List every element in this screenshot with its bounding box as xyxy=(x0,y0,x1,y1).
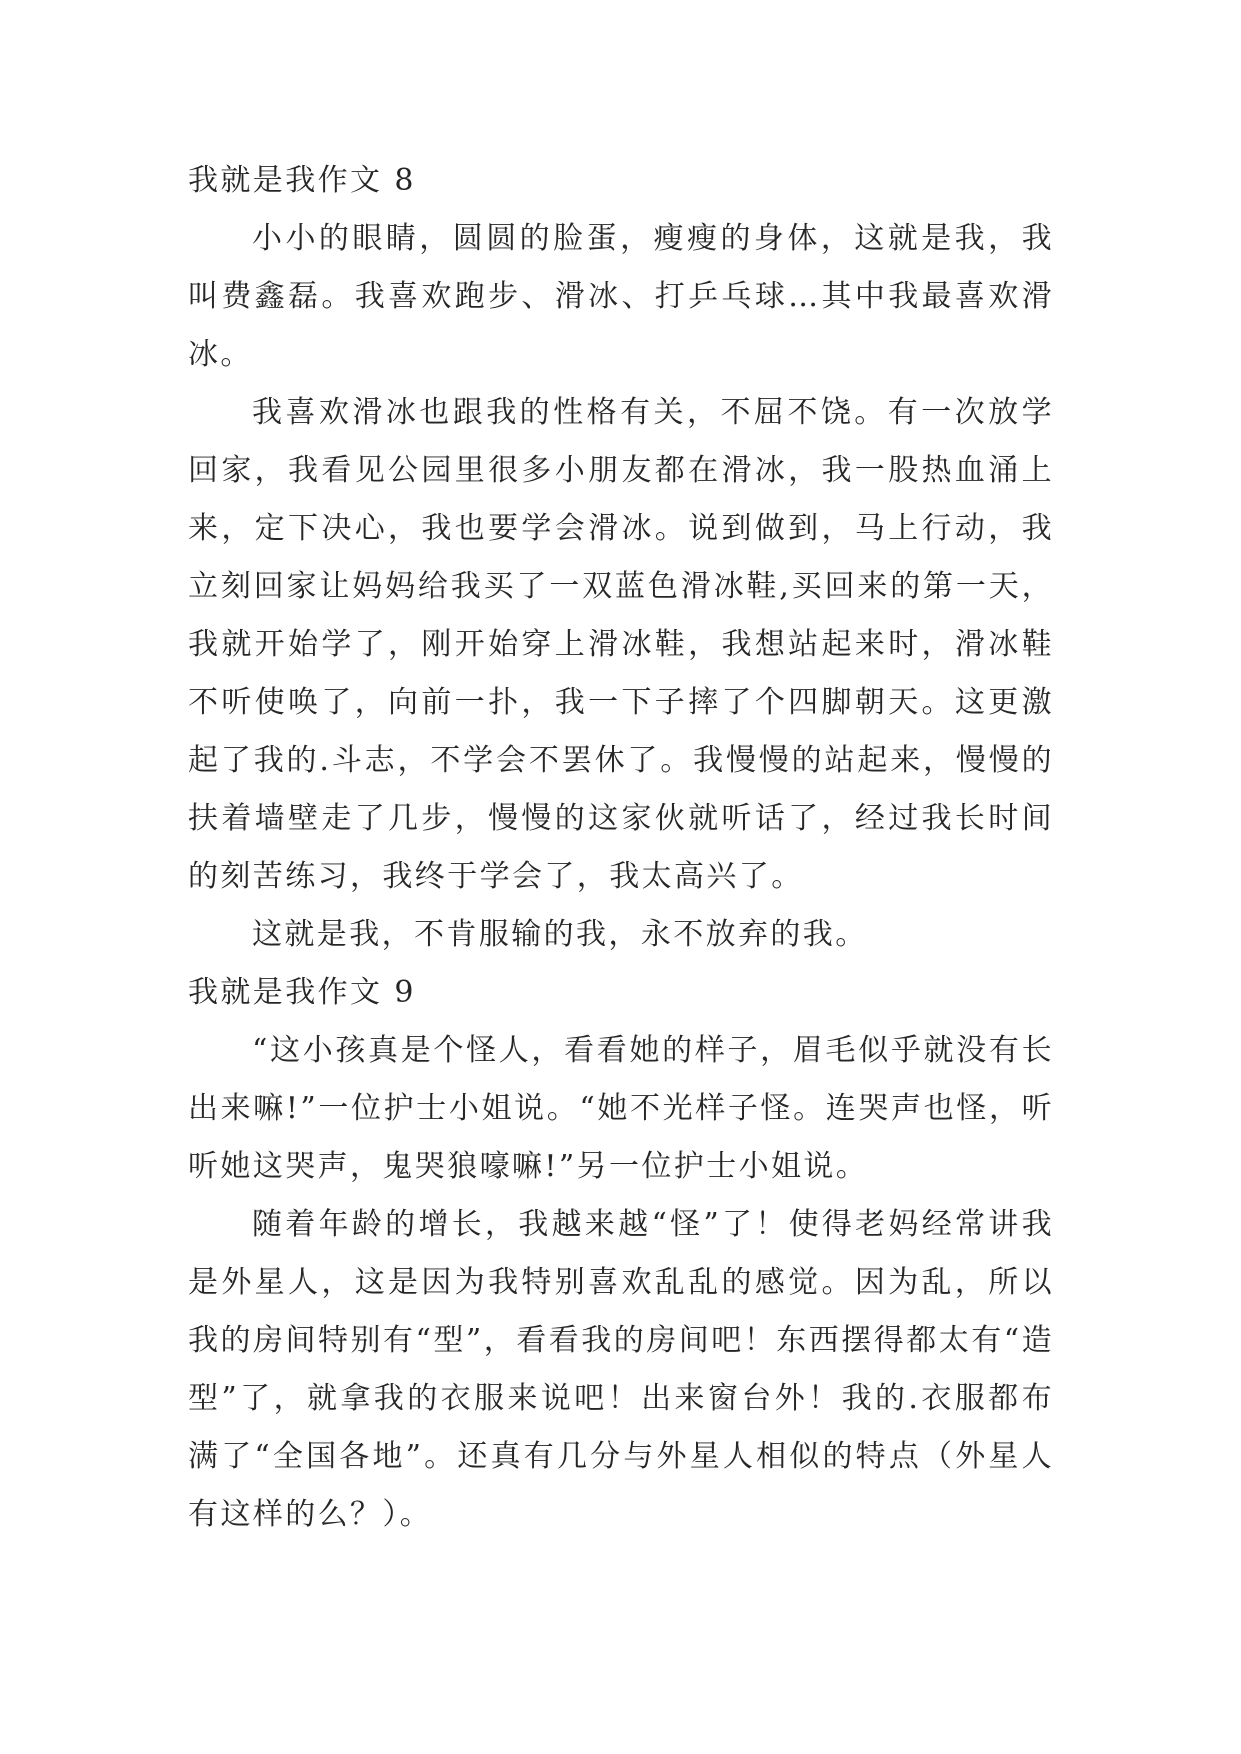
paragraph: 我喜欢滑冰也跟我的性格有关，不屈不饶。有一次放学回家，我看见公园里很多小朋友都在滑冰，我一股热血涌上来，定下决心，我也要学会滑冰。说到做到，马上行动，我立刻回家让妈妈给我买了一双蓝色滑冰鞋,买回来的第一天，我就开始学了，刚开始穿上滑冰鞋，我想站起来时，滑冰鞋不听使唤了，向前一扑，我一下子摔了个四脚朝天。这更激起了我的.斗志，不学会不罢休了。我慢慢的站起来，慢慢的扶着墙壁走了几步，慢慢的这家伙就听话了，经过我长时间的刻苦练习，我终于学会了，我太高兴了。 xyxy=(188,395,1054,894)
paragraph: 这就是我，不肯服输的我，永不放弃的我。 xyxy=(252,917,868,952)
paragraph: “这小孩真是个怪人，看看她的样子，眉毛似乎就没有长出来嘛!”一位护士小姐说。“她不光样子怪。连哭声也怪，听听她这哭声，鬼哭狼嚎嘛!”另一位护士小姐说。 xyxy=(188,1033,1054,1184)
essay-section-9 xyxy=(188,964,1054,1544)
document-body xyxy=(188,152,1054,1544)
paragraph: 随着年龄的增长，我越来越“怪”了！使得老妈经常讲我是外星人，这是因为我特别喜欢乱乱的感觉。因为乱，所以我的房间特别有“型”，看看我的房间吧！东西摆得都太有“造型”了，就拿我的衣服来说吧！出来窗台外！我的.衣服都布满了“全国各地”。还真有几分与外星人相似的特点（外星人有这样的么？）。 xyxy=(188,1207,1054,1532)
section-title: 我就是我作文 8 xyxy=(188,163,416,198)
section-title: 我就是我作文 9 xyxy=(188,975,416,1010)
essay-section-8 xyxy=(188,152,1054,964)
paragraph: 小小的眼睛，圆圆的脸蛋，瘦瘦的身体，这就是我，我叫费鑫磊。我喜欢跑步、滑冰、打乒乓球…其中我最喜欢滑冰。 xyxy=(188,221,1054,372)
